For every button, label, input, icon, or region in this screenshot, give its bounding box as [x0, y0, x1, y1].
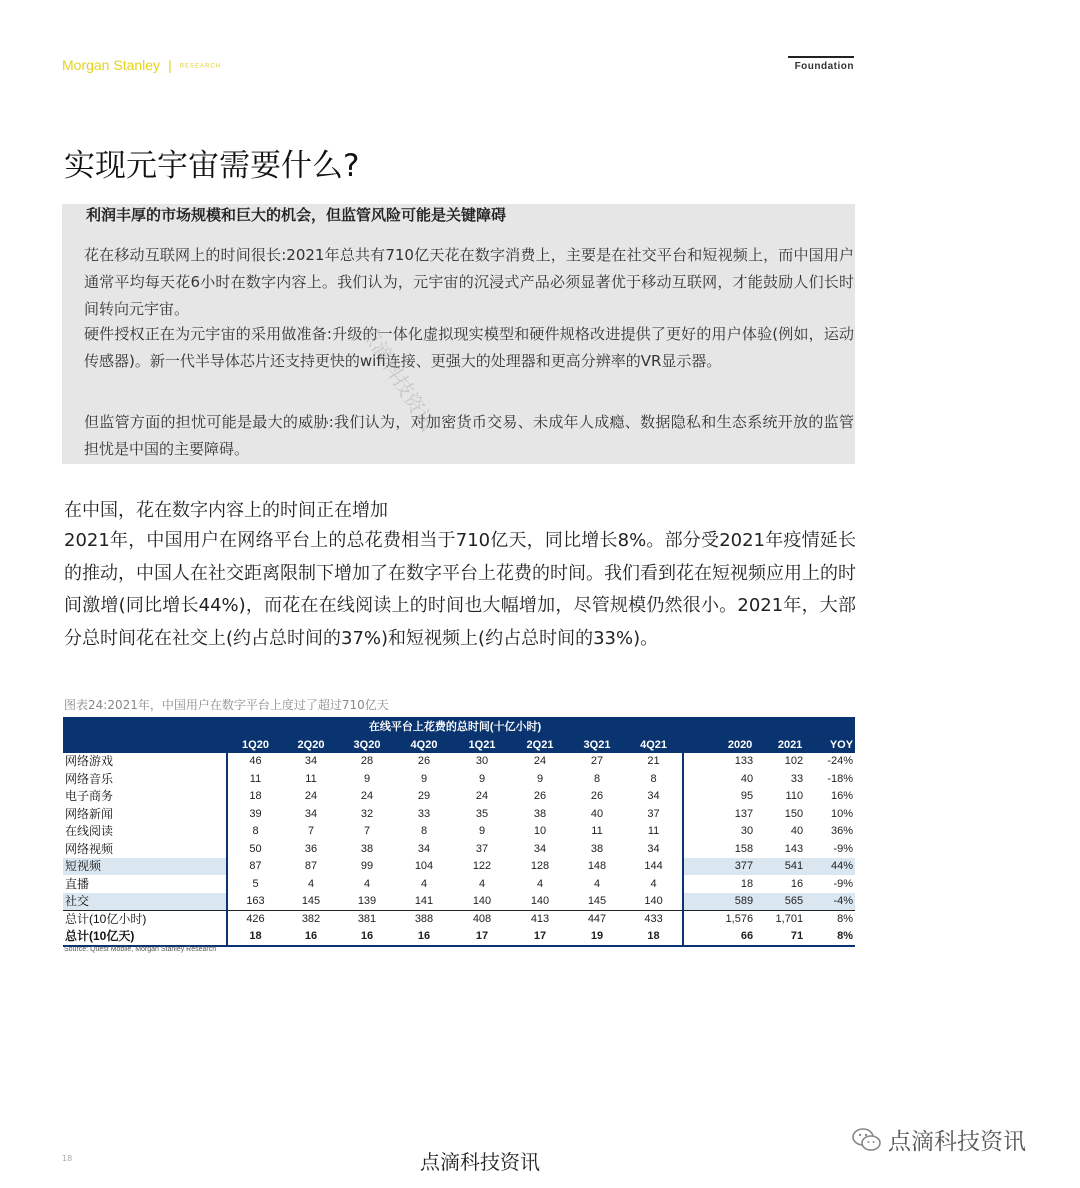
row-label: 在线阅读 [65, 824, 114, 839]
table-cell: 11 [625, 823, 683, 841]
spacer-cell [683, 928, 715, 946]
summary-paragraph: 硬件授权正在为元宇宙的采用做准备:升级的一体化虚拟现实模型和硬件规格改进提供了更好的用户体验(例如，运动传感器)。新一代半导体芯片还支持更快的wifi连接、更强大的处理器和更高分辨率的VR显示器。 [84, 325, 854, 370]
table-cell: 4 [307, 877, 315, 890]
table-cell: 46 [227, 753, 283, 770]
spacer-cell [683, 910, 715, 928]
page-number: 18 [62, 1154, 73, 1163]
table-cell: 34 [304, 807, 318, 820]
table-cell: 18 [227, 928, 283, 946]
table-row [63, 875, 855, 893]
row-label: 总计(10亿天) [63, 928, 227, 946]
table-cell: 10 [533, 825, 547, 838]
table-cell: 40 [790, 825, 804, 838]
table-cell: 148 [587, 860, 607, 873]
table-cell: 50 [227, 840, 283, 858]
table-cell: 24 [533, 755, 547, 768]
table-cell: 40 [590, 807, 604, 820]
table-cell: 34 [625, 788, 683, 806]
row-label: 短视频 [63, 858, 227, 876]
spacer-cell [683, 805, 715, 823]
table-cell: 140 [453, 893, 511, 911]
table-cell: 4 [420, 877, 428, 890]
table-cell: 24 [475, 790, 489, 803]
table-cell: 16 [395, 928, 453, 946]
table-cell: 30 [475, 755, 489, 768]
table-cell: 140 [625, 893, 683, 911]
section-heading: 在中国，花在数字内容上的时间正在增加 [64, 500, 388, 521]
table-group-header-row [63, 717, 855, 736]
logo-sub: RESEARCH [179, 63, 222, 70]
table-cell: 413 [530, 912, 550, 925]
table-cell: 143 [784, 842, 804, 855]
yoy-cell: 16% [831, 790, 854, 803]
yoy-cell: -9% [833, 877, 854, 890]
table-cell: 122 [472, 860, 492, 873]
table-column-header-row [63, 736, 855, 753]
table-cell: 141 [395, 893, 453, 911]
column-header: 4Q21 [625, 736, 683, 753]
table-cell: 377 [715, 858, 765, 876]
table-cell: 110 [785, 790, 804, 803]
table-row [63, 770, 855, 788]
table-cell: 34 [625, 840, 683, 858]
logo-text: Morgan Stanley [62, 57, 161, 73]
table-cell: 18 [625, 928, 683, 946]
table-cell: 11 [305, 772, 317, 785]
table-cell: 16 [339, 928, 395, 946]
table-cell: 9 [478, 772, 486, 785]
table-cell: 433 [625, 910, 683, 928]
table-cell: 150 [784, 807, 804, 820]
table-row [63, 788, 855, 806]
column-header: 4Q20 [395, 736, 453, 753]
row-label: 总计(10亿小时) [65, 911, 147, 926]
table-cell: 447 [587, 912, 607, 925]
table-cell: 104 [414, 860, 434, 873]
column-header: 1Q20 [227, 736, 283, 753]
table-cell: 71 [765, 928, 815, 946]
row-label: 直播 [65, 876, 90, 891]
table-cell: 18 [227, 788, 283, 806]
table-cell: 24 [304, 790, 318, 803]
table-cell: 9 [420, 772, 428, 785]
table-cell: 8 [420, 825, 428, 838]
table-row [63, 840, 855, 858]
page-title: 实现元宇宙需要什么? [64, 148, 360, 184]
table-cell: 4 [536, 877, 544, 890]
table-cell: 8 [593, 772, 601, 785]
table-cell: 158 [734, 842, 754, 855]
table-body [63, 753, 855, 946]
row-label: 网络新闻 [65, 806, 114, 821]
watermark-text: 点滴科技资讯 [888, 1129, 1026, 1155]
logo-separator: | [168, 57, 172, 73]
table-cell: 541 [765, 858, 815, 876]
table-row [63, 858, 855, 876]
table-cell: 87 [304, 860, 318, 873]
wechat-icon [852, 1127, 882, 1153]
body-paragraph: 2021年，中国用户在网络平台上的总花费相当于710亿天，同比增长8%。部分受2021年疫情延长的推动，中国人在社交距离限制下增加了在数字平台上花费的时间。我们看到花在短视频应用上的时间激增(同比增长44%)，而花在在线阅读上的时间也大幅增加，尽管规模仍然很小。2021年，大部分总时间花在社交上(约占总时间的37%)和短视频上(约占总时间的33%)。 [64, 530, 856, 649]
table-cell: 95 [740, 790, 754, 803]
table-cell: 1,701 [775, 912, 804, 925]
column-header: 1Q21 [453, 736, 511, 753]
table-row [63, 805, 855, 823]
table-cell: 4 [593, 877, 601, 890]
table-cell: 33 [790, 772, 804, 785]
table-cell: 8 [227, 823, 283, 841]
yoy-cell: -9% [833, 842, 854, 855]
yoy-cell: 36% [831, 825, 854, 838]
table-cell: 8 [625, 770, 683, 788]
yoy-cell: -18% [827, 772, 854, 785]
table-cell: 32 [360, 807, 374, 820]
table-cell: 144 [625, 858, 683, 876]
table-cell: 9 [363, 772, 371, 785]
table-cell: 163 [227, 893, 283, 911]
table-cell: 16 [790, 877, 804, 890]
summary-paragraph: 花在移动互联网上的时间很长:2021年总共有710亿天花在数字消费上，主要是在社交平台和短视频上，而中国用户通常平均每天花6小时在数字内容上。我们认为，元宇宙的沉浸式产品必须显著优于移动互联网，才能鼓励人们长时间转向元宇宙。 [84, 246, 854, 318]
table-cell: 35 [475, 807, 489, 820]
table-cell: 26 [590, 790, 604, 803]
spacer-cell [683, 788, 715, 806]
table-cell: 5 [227, 875, 283, 893]
section-tag: Foundation [788, 56, 854, 72]
spacer-cell [683, 753, 715, 770]
spacer-cell [683, 840, 715, 858]
table-cell: 26 [417, 755, 431, 768]
table-cell: 17 [453, 928, 511, 946]
column-header: 2Q21 [511, 736, 569, 753]
table-cell: 128 [530, 860, 550, 873]
table-cell: 139 [339, 893, 395, 911]
row-label: 网络音乐 [65, 771, 114, 786]
table-row [63, 823, 855, 841]
yoy-cell: -4% [815, 893, 855, 911]
spacer-cell [683, 893, 715, 911]
spacer-cell [683, 858, 715, 876]
source-note: Source: Quest Mobile, Morgan Stanley Research [64, 946, 217, 953]
table-cell: 133 [734, 755, 754, 768]
table-cell: 408 [472, 912, 492, 925]
yoy-cell: 8% [815, 928, 855, 946]
table-cell: 34 [417, 842, 431, 855]
table-cell: 11 [591, 825, 603, 838]
table-cell: 16 [283, 928, 339, 946]
table-cell: 9 [478, 825, 486, 838]
table-cell: 30 [740, 825, 754, 838]
brand-logo [62, 57, 221, 73]
table-cell: 40 [740, 772, 754, 785]
table-row [63, 928, 855, 946]
column-header: 2Q20 [283, 736, 339, 753]
summary-paragraph: 但监管方面的担忧可能是最大的威胁:我们认为，对加密货币交易、未成年人成瘾、数据隐私和生态系统开放的监管担忧是中国的主要障碍。 [84, 413, 854, 458]
table-cell: 36 [304, 842, 318, 855]
figure-caption: 图表24:2021年，中国用户在数字平台上度过了超过710亿天 [64, 698, 389, 712]
table-cell: 28 [360, 755, 374, 768]
table-cell: 137 [734, 807, 754, 820]
column-header: 2020 [715, 736, 765, 753]
spacer-cell [683, 770, 715, 788]
table-cell: 33 [417, 807, 431, 820]
table-cell: 21 [625, 753, 683, 770]
watermark-stamp: 点滴科技资讯 [356, 320, 441, 435]
table-cell: 99 [360, 860, 374, 873]
table-cell: 29 [417, 790, 431, 803]
table-cell: 4 [363, 877, 371, 890]
table-cell: 7 [307, 825, 315, 838]
table-cell: 19 [569, 928, 625, 946]
table-cell: 38 [360, 842, 374, 855]
yoy-cell: 10% [831, 807, 854, 820]
table-cell: 26 [533, 790, 547, 803]
table-cell: 426 [227, 910, 283, 928]
table-cell: 66 [715, 928, 765, 946]
column-header: 3Q21 [569, 736, 625, 753]
table-cell: 1,576 [725, 912, 754, 925]
table-cell: 565 [765, 893, 815, 911]
summary-box [62, 204, 855, 464]
yoy-cell: 8% [837, 912, 854, 925]
table-cell: 38 [533, 807, 547, 820]
table-cell: 145 [569, 893, 625, 911]
data-table [63, 717, 855, 947]
table-cell: 18 [740, 877, 754, 890]
table-cell: 589 [715, 893, 765, 911]
table-cell: 27 [590, 755, 604, 768]
yoy-cell: -24% [827, 755, 854, 768]
row-label: 网络视频 [65, 841, 114, 856]
yoy-cell: 44% [815, 858, 855, 876]
row-label: 电子商务 [65, 789, 114, 804]
table-cell: 39 [227, 805, 283, 823]
table-cell: 34 [533, 842, 547, 855]
table-cell: 11 [227, 770, 283, 788]
table-row [63, 893, 855, 911]
spacer-cell [683, 875, 715, 893]
column-header: 2021 [765, 736, 815, 753]
table-cell: 37 [625, 805, 683, 823]
table-cell: 145 [283, 893, 339, 911]
table-cell: 38 [590, 842, 604, 855]
summary-heading: 利润丰厚的市场规模和巨大的机会，但监管风险可能是关键障碍 [86, 206, 507, 224]
table-cell: 388 [414, 912, 434, 925]
row-label: 社交 [63, 893, 227, 911]
table-cell: 37 [475, 842, 489, 855]
footer-brand: 点滴科技资讯 [420, 1150, 540, 1174]
table-cell: 7 [363, 825, 371, 838]
column-header: 3Q20 [339, 736, 395, 753]
table-row [63, 910, 855, 928]
table-cell: 24 [360, 790, 374, 803]
spacer-cell [683, 823, 715, 841]
table-cell: 381 [357, 912, 377, 925]
table-row [63, 753, 855, 770]
table-cell: 34 [304, 755, 318, 768]
table-cell: 382 [301, 912, 321, 925]
column-header: YOY [815, 736, 855, 753]
table-cell: 102 [784, 755, 804, 768]
table-cell: 140 [511, 893, 569, 911]
table-cell: 9 [536, 772, 544, 785]
table-group-header: 在线平台上花费的总时间(十亿小时) [227, 717, 683, 736]
table-cell: 4 [478, 877, 486, 890]
table-cell: 17 [511, 928, 569, 946]
table-cell: 4 [625, 875, 683, 893]
table-cell: 87 [227, 858, 283, 876]
wechat-watermark [852, 1123, 1026, 1156]
row-label: 网络游戏 [65, 754, 114, 769]
